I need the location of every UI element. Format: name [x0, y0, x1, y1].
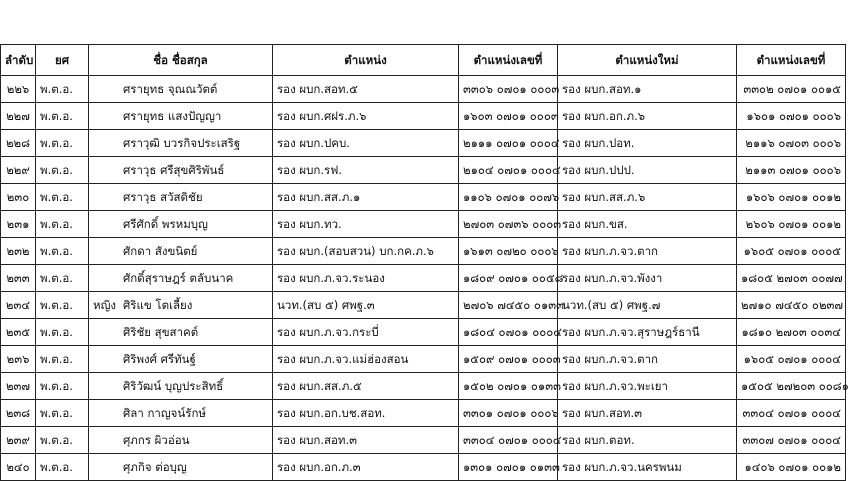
- cell-new-position: รอง ผบก.ภ.จว.พะเยา: [558, 373, 737, 400]
- cell-new-position-id: ๒๗๑๐ ๗๔๕๐ ๐๒๓๗: [737, 292, 846, 319]
- cell-position: รอง ผบก.สส.ภ.๕: [273, 373, 459, 400]
- full-name: ศิลา กาญจน์รักษ์: [123, 406, 206, 420]
- cell-new-position: รอง ผบก.ภ.จว.นครพนม: [558, 454, 737, 481]
- header-no: ลำดับ: [1, 45, 36, 76]
- cell-new-position-id: ๑๖๐๖ ๐๗๐๑ ๐๐๑๒: [737, 184, 846, 211]
- cell-position: รอง ผบก.ภ.จว.กระบี่: [273, 319, 459, 346]
- table-row: [1, 103, 846, 130]
- table-row: [1, 238, 846, 265]
- cell-no: ๒๒๙: [1, 157, 36, 184]
- table-header: [1, 45, 846, 76]
- cell-no: ๒๓๙: [1, 427, 36, 454]
- cell-rank: พ.ต.อ.: [36, 427, 89, 454]
- cell-new-position: รอง ผบก.ภ.จว.ตาก: [558, 238, 737, 265]
- full-name: ศิริวัฒน์ บุญประสิทธิ์: [123, 379, 224, 393]
- cell-position: รอง ผบก.อก.บช.สอท.: [273, 400, 459, 427]
- table-row: [1, 130, 846, 157]
- cell-rank: พ.ต.อ.: [36, 76, 89, 103]
- cell-position-id: ๑๓๐๑ ๐๗๐๑ ๐๑๓๓: [459, 454, 558, 481]
- cell-position-id: ๑๘๐๔ ๐๗๐๑ ๐๐๐๔: [459, 319, 558, 346]
- personnel-table: [0, 44, 849, 481]
- cell-new-position-id: ๒๑๑๓ ๐๗๐๑ ๐๐๐๖: [737, 157, 846, 184]
- full-name: ศราวุธ ศรีสุขศิริพันธ์: [123, 163, 225, 177]
- cell-new-position: รอง ผบก.ขส.: [558, 211, 737, 238]
- cell-name: [89, 319, 273, 346]
- cell-new-position: รอง ผบก.ปปป.: [558, 157, 737, 184]
- cell-position-id: ๓๓๐๔ ๐๗๐๑ ๐๐๐๔: [459, 427, 558, 454]
- name-wrap: [93, 400, 268, 426]
- name-wrap: [93, 373, 268, 399]
- cell-name: [89, 76, 273, 103]
- cell-new-position: รอง ผบก.ภ.จว.สุราษฎร์ธานี: [558, 319, 737, 346]
- cell-new-position-id: ๓๓๐๒ ๐๗๐๑ ๐๐๑๕: [737, 76, 846, 103]
- cell-rank: พ.ต.อ.: [36, 373, 89, 400]
- cell-new-position: รอง ผบก.สอท.๓: [558, 400, 737, 427]
- cell-name: [89, 103, 273, 130]
- cell-name: [89, 211, 273, 238]
- honorific: หญิง: [93, 298, 116, 312]
- cell-position: รอง ผบก.(สอบสวน) บก.กค.ภ.๖: [273, 238, 459, 265]
- name-wrap: [93, 76, 268, 102]
- cell-new-position-id: ๑๕๐๕ ๒๗๒๐๓ ๐๐๘๑: [737, 373, 846, 400]
- name-wrap: [93, 292, 268, 318]
- name-wrap: [93, 454, 268, 480]
- cell-rank: พ.ต.อ.: [36, 130, 89, 157]
- cell-position-id: ๓๓๐๑ ๐๗๐๑ ๐๐๐๖: [459, 400, 558, 427]
- cell-position: รอง ผบก.ภ.จว.ระนอง: [273, 265, 459, 292]
- cell-position-id: ๒๑๑๑ ๐๗๐๑ ๐๐๐๔: [459, 130, 558, 157]
- header-position-id: ตำแหน่งเลขที่: [459, 45, 558, 76]
- cell-name: [89, 454, 273, 481]
- cell-new-position-id: ๑๖๐๕ ๐๗๐๑ ๐๐๐๔: [737, 346, 846, 373]
- cell-new-position: รอง ผบก.ภ.จว.พังงา: [558, 265, 737, 292]
- cell-name: [89, 130, 273, 157]
- table-row: [1, 454, 846, 481]
- cell-position-id: ๑๕๐๙ ๐๗๐๑ ๐๐๐๓: [459, 346, 558, 373]
- cell-position: รอง ผบก.รฟ.: [273, 157, 459, 184]
- full-name: ศราวุฒิ บวรกิจประเสริฐ: [123, 136, 241, 150]
- cell-position: รอง ผบก.ปคบ.: [273, 130, 459, 157]
- table-row: [1, 157, 846, 184]
- cell-position-id: ๓๓๐๖ ๐๗๐๑ ๐๐๐๓: [459, 76, 558, 103]
- cell-name: [89, 265, 273, 292]
- cell-new-position-id: ๑๘๐๕ ๒๗๐๓ ๐๐๗๗: [737, 265, 846, 292]
- table-row: [1, 400, 846, 427]
- cell-no: ๒๓๑: [1, 211, 36, 238]
- cell-name: [89, 346, 273, 373]
- cell-rank: พ.ต.อ.: [36, 238, 89, 265]
- cell-new-position-id: ๑๘๑๐ ๒๗๐๓ ๐๐๓๔: [737, 319, 846, 346]
- cell-position: รอง ผบก.สส.ภ.๑: [273, 184, 459, 211]
- name-wrap: [93, 265, 268, 291]
- cell-no: ๒๔๐: [1, 454, 36, 481]
- cell-new-position: รอง ผบก.สส.ภ.๖: [558, 184, 737, 211]
- cell-position-id: ๑๘๐๙ ๐๗๐๑ ๐๐๕๘: [459, 265, 558, 292]
- cell-position: นวท.(สบ ๕) ศพฐ.๓: [273, 292, 459, 319]
- cell-new-position-id: ๓๓๐๔ ๐๗๐๑ ๐๐๐๔: [737, 400, 846, 427]
- cell-position-id: ๒๗๐๖ ๗๔๕๐ ๐๑๓๓: [459, 292, 558, 319]
- cell-no: ๒๓๖: [1, 346, 36, 373]
- full-name: ศิริพงศ์ ศรีทันฐ์: [123, 352, 196, 366]
- cell-new-position-id: ๓๓๐๗ ๐๗๐๑ ๐๐๐๔: [737, 427, 846, 454]
- cell-rank: พ.ต.อ.: [36, 292, 89, 319]
- cell-rank: พ.ต.อ.: [36, 211, 89, 238]
- full-name: ศักดา สังขนิตย์: [123, 244, 198, 258]
- cell-position-id: ๒๑๐๔ ๐๗๐๑ ๐๐๐๔: [459, 157, 558, 184]
- cell-new-position: นวท.(สบ ๕) ศพฐ.๗: [558, 292, 737, 319]
- cell-new-position-id: ๑๖๐๑ ๐๗๐๑ ๐๐๐๖: [737, 103, 846, 130]
- cell-position-id: ๑๑๐๖ ๐๗๐๑ ๐๐๗๖: [459, 184, 558, 211]
- table-row: [1, 184, 846, 211]
- cell-new-position-id: ๑๔๐๖ ๐๗๐๑ ๐๐๑๒: [737, 454, 846, 481]
- full-name: ศักดิ์สุราษฎร์ ตลับนาค: [123, 271, 234, 285]
- table-row: [1, 76, 846, 103]
- cell-position-id: ๑๖๑๓ ๐๗๒๐ ๐๐๐๖: [459, 238, 558, 265]
- cell-rank: พ.ต.อ.: [36, 265, 89, 292]
- cell-new-position-id: ๑๖๐๕ ๐๗๐๑ ๐๐๐๕: [737, 238, 846, 265]
- table-row: [1, 427, 846, 454]
- name-wrap: [93, 130, 268, 156]
- header-row: [1, 45, 846, 76]
- cell-no: ๒๓๓: [1, 265, 36, 292]
- cell-name: [89, 427, 273, 454]
- cell-no: ๒๓๐: [1, 184, 36, 211]
- name-wrap: [93, 319, 268, 345]
- full-name: ศิริแข โตเลี้ยง: [123, 298, 193, 312]
- cell-new-position-id: ๒๖๐๖ ๐๗๐๑ ๐๐๑๒: [737, 211, 846, 238]
- header-name: ชื่อ ชื่อสกุล: [89, 45, 273, 76]
- name-wrap: [93, 103, 268, 129]
- cell-name: [89, 400, 273, 427]
- full-name: ศราวุธ สวัสดิชัย: [123, 190, 203, 204]
- header-position: ตำแหน่ง: [273, 45, 459, 76]
- cell-rank: พ.ต.อ.: [36, 454, 89, 481]
- table-row: [1, 373, 846, 400]
- document-sheet: [0, 44, 849, 481]
- name-wrap: [93, 211, 268, 237]
- cell-position: รอง ผบก.ทว.: [273, 211, 459, 238]
- cell-rank: พ.ต.อ.: [36, 184, 89, 211]
- cell-name: [89, 238, 273, 265]
- header-new-position: ตำแหน่งใหม่: [558, 45, 737, 76]
- cell-position-id: ๒๗๐๓ ๐๗๓๖ ๐๐๐๓: [459, 211, 558, 238]
- cell-no: ๒๒๗: [1, 103, 36, 130]
- cell-rank: พ.ต.อ.: [36, 319, 89, 346]
- name-wrap: [93, 238, 268, 264]
- full-name: ศิริชัย สุขสาคต์: [123, 325, 199, 339]
- cell-no: ๒๓๕: [1, 319, 36, 346]
- name-wrap: [93, 184, 268, 210]
- cell-position: รอง ผบก.ศฝร.ภ.๖: [273, 103, 459, 130]
- cell-position-id: ๑๕๐๒ ๐๗๐๑ ๐๑๓๓: [459, 373, 558, 400]
- cell-new-position: รอง ผบก.ตอท.: [558, 427, 737, 454]
- cell-position: รอง ผบก.อก.ภ.๓: [273, 454, 459, 481]
- cell-new-position-id: ๒๑๑๖ ๐๗๐๓ ๐๐๐๖: [737, 130, 846, 157]
- cell-position: รอง ผบก.สอท.๕: [273, 76, 459, 103]
- full-name: ศุภกิจ ต่อบุญ: [123, 460, 187, 474]
- cell-new-position: รอง ผบก.ภ.จว.ตาก: [558, 346, 737, 373]
- full-name: ศุภกร ผิวอ่อน: [123, 433, 190, 447]
- cell-name: [89, 157, 273, 184]
- header-new-position-id: ตำแหน่งเลขที่: [737, 45, 846, 76]
- name-wrap: [93, 427, 268, 453]
- cell-no: ๒๒๖: [1, 76, 36, 103]
- table-row: [1, 211, 846, 238]
- cell-name: [89, 292, 273, 319]
- cell-rank: พ.ต.อ.: [36, 103, 89, 130]
- cell-position: รอง ผบก.สอท.๓: [273, 427, 459, 454]
- cell-name: [89, 184, 273, 211]
- cell-position: รอง ผบก.ภ.จว.แม่ฮ่องสอน: [273, 346, 459, 373]
- cell-position-id: ๑๖๐๓ ๐๗๐๑ ๐๐๐๓: [459, 103, 558, 130]
- full-name: ศรีศักดิ์ พรหมบุญ: [123, 217, 208, 231]
- cell-rank: พ.ต.อ.: [36, 400, 89, 427]
- cell-no: ๒๓๗: [1, 373, 36, 400]
- cell-no: ๒๓๔: [1, 292, 36, 319]
- table-row: [1, 319, 846, 346]
- cell-no: ๒๒๘: [1, 130, 36, 157]
- cell-name: [89, 373, 273, 400]
- cell-no: ๒๓๘: [1, 400, 36, 427]
- header-rank: ยศ: [36, 45, 89, 76]
- table-body: [1, 76, 849, 481]
- cell-rank: พ.ต.อ.: [36, 346, 89, 373]
- name-wrap: [93, 157, 268, 183]
- cell-new-position: รอง ผบก.ปอท.: [558, 130, 737, 157]
- cell-new-position: รอง ผบก.สอท.๑: [558, 76, 737, 103]
- cell-rank: พ.ต.อ.: [36, 157, 89, 184]
- name-wrap: [93, 346, 268, 372]
- table-row: [1, 265, 846, 292]
- full-name: ศรายุทธ แสงปัญญา: [123, 109, 222, 123]
- cell-new-position: รอง ผบก.อก.ภ.๖: [558, 103, 737, 130]
- table-row: [1, 292, 846, 319]
- cell-no: ๒๓๒: [1, 238, 36, 265]
- full-name: ศรายุทธ จุณณวัตต์: [123, 82, 218, 96]
- table-row: [1, 346, 846, 373]
